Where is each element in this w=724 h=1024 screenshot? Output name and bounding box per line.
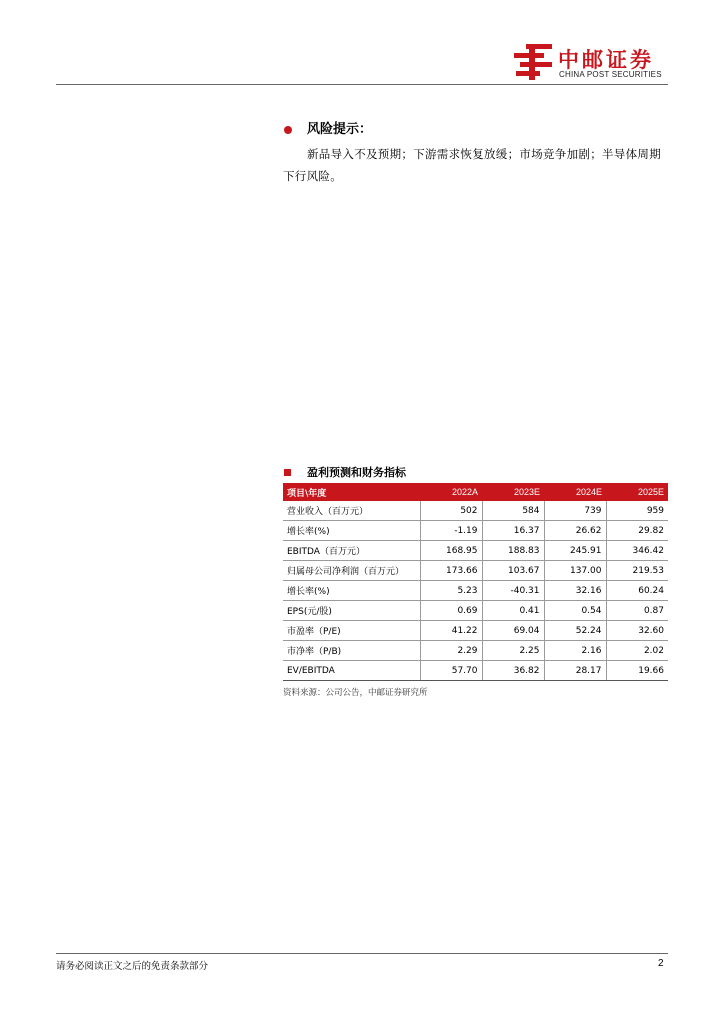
table-row: [283, 541, 668, 561]
table-cell: 19.66: [606, 661, 668, 681]
table-row: [283, 561, 668, 581]
table-cell: 103.67: [482, 561, 544, 581]
row-label: EPS(元/股): [283, 601, 420, 621]
table-cell: 346.42: [606, 541, 668, 561]
row-label: EBITDA（百万元）: [283, 541, 420, 561]
table-cell: 26.62: [544, 521, 606, 541]
table-row: [283, 641, 668, 661]
forecast-section: [283, 465, 668, 698]
column-header: 2022A: [420, 483, 482, 501]
header-divider: [56, 84, 668, 85]
table-cell: 29.82: [606, 521, 668, 541]
risk-title: 风险提示：: [307, 122, 373, 137]
page-number: 2: [658, 958, 664, 969]
column-header: 2023E: [482, 483, 544, 501]
risk-heading: [283, 121, 668, 139]
table-title: 盈利预测和财务指标: [307, 466, 406, 479]
financial-forecast-table: [283, 483, 668, 681]
table-cell: 2.29: [420, 641, 482, 661]
table-cell: 36.82: [482, 661, 544, 681]
bullet-square-icon: [284, 469, 291, 476]
china-post-logo-icon: [512, 42, 556, 82]
row-label: 增长率(%): [283, 581, 420, 601]
table-cell: 32.60: [606, 621, 668, 641]
table-source-note: 资料来源：公司公告，中邮证券研究所: [283, 688, 428, 698]
table-cell: 2.25: [482, 641, 544, 661]
table-cell: 245.91: [544, 541, 606, 561]
table-cell: 32.16: [544, 581, 606, 601]
row-label: 归属母公司净利润（百万元）: [283, 561, 420, 581]
table-cell: 2.16: [544, 641, 606, 661]
table-row: [283, 661, 668, 681]
table-cell: 28.17: [544, 661, 606, 681]
table-row: [283, 501, 668, 521]
table-cell: 168.95: [420, 541, 482, 561]
company-logo: [512, 42, 672, 82]
bullet-dot-icon: [284, 126, 292, 134]
table-cell: 502: [420, 501, 482, 521]
table-row: [283, 521, 668, 541]
table-row: [283, 601, 668, 621]
logo-english-name: CHINA POST SECURITIES: [559, 70, 662, 79]
table-cell: 173.66: [420, 561, 482, 581]
table-cell: 5.23: [420, 581, 482, 601]
column-header: 2025E: [606, 483, 668, 501]
table-cell: 69.04: [482, 621, 544, 641]
table-cell: 16.37: [482, 521, 544, 541]
table-cell: 41.22: [420, 621, 482, 641]
footer-divider: [56, 953, 668, 954]
table-cell: 52.24: [544, 621, 606, 641]
row-label: 增长率(%): [283, 521, 420, 541]
table-cell: 60.24: [606, 581, 668, 601]
risk-body: 新品导入不及预期；下游需求恢复放缓；市场竞争加剧；半导体周期下行风险。: [283, 147, 661, 183]
column-header: 2024E: [544, 483, 606, 501]
row-label: 营业收入（百万元）: [283, 501, 420, 521]
table-cell: -40.31: [482, 581, 544, 601]
row-label: 市盈率（P/E): [283, 621, 420, 641]
table-cell: 0.87: [606, 601, 668, 621]
table-cell: 959: [606, 501, 668, 521]
risk-section: [283, 121, 668, 187]
row-label: 市净率（P/B): [283, 641, 420, 661]
table-cell: 57.70: [420, 661, 482, 681]
table-cell: -1.19: [420, 521, 482, 541]
column-header: 项目\年度: [283, 483, 420, 501]
table-cell: 739: [544, 501, 606, 521]
table-cell: 2.02: [606, 641, 668, 661]
logo-chinese-name: 中邮证券: [558, 48, 654, 72]
table-cell: 0.41: [482, 601, 544, 621]
row-label: EV/EBITDA: [283, 661, 420, 681]
footer-disclaimer: 请务必阅读正文之后的免责条款部分: [56, 961, 209, 972]
table-heading: [283, 465, 668, 481]
table-cell: 137.00: [544, 561, 606, 581]
table-cell: 0.54: [544, 601, 606, 621]
table-cell: 219.53: [606, 561, 668, 581]
table-header-row: [283, 483, 668, 501]
table-cell: 188.83: [482, 541, 544, 561]
table-row: [283, 581, 668, 601]
table-cell: 0.69: [420, 601, 482, 621]
table-row: [283, 621, 668, 641]
table-cell: 584: [482, 501, 544, 521]
